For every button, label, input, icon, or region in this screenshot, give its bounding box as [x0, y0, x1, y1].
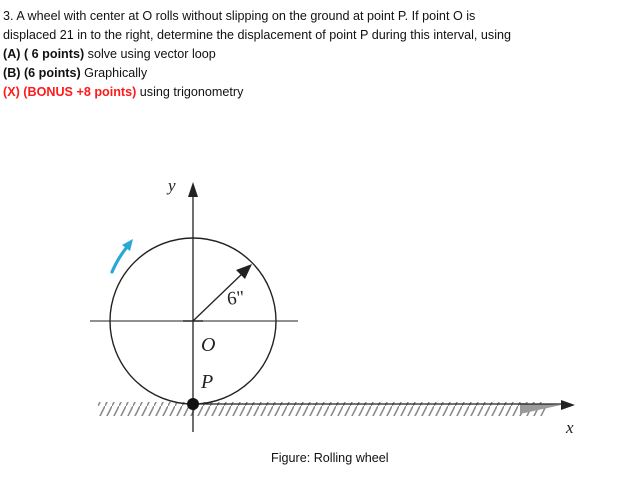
part-x-text: using trigonometry	[136, 85, 244, 99]
rotation-arrow-icon	[112, 247, 127, 272]
figure-caption: Figure: Rolling wheel	[271, 451, 389, 465]
radius-label: 6"	[226, 287, 246, 310]
part-b-label: (B) (6 points)	[3, 66, 81, 80]
contact-point-dot	[187, 398, 199, 410]
y-axis-label: y	[168, 176, 176, 195]
problem-line-1-text: A wheel with center at O rolls without slipping on the ground at point P. If point O is	[16, 9, 476, 23]
problem-line-2: displaced 21 in to the right, determine the displacement of point P during this interval, using	[3, 28, 512, 42]
part-a-text: solve using vector loop	[84, 47, 216, 61]
x-axis-arrowhead	[561, 400, 575, 410]
y-axis-arrowhead	[188, 182, 198, 197]
problem-number: 3.	[3, 9, 14, 23]
part-x-label: (X) (BONUS +8 points)	[3, 85, 137, 99]
center-label: O	[201, 334, 216, 356]
x-axis-label: x	[566, 418, 574, 437]
part-a-label: (A) ( 6 points)	[3, 47, 85, 61]
contact-point-label: P	[201, 371, 214, 393]
part-b-text: Graphically	[80, 66, 148, 80]
